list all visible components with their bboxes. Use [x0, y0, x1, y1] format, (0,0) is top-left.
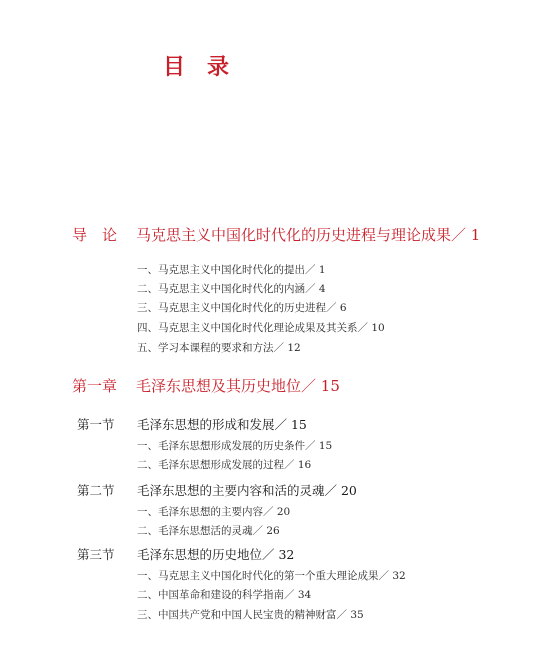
toc-section-1[interactable] [77, 415, 477, 433]
chapter-label: 第一章 [72, 377, 118, 395]
title-char-right: 录 [207, 54, 230, 80]
toc-item[interactable]: 五、学习本课程的要求和方法／ 12 [137, 342, 301, 354]
toc-item[interactable]: 一、毛泽东思想的主要内容／ 20 [137, 506, 291, 518]
chapter-label: 导 论 [72, 226, 118, 244]
chapter-title: 马克思主义中国化时代化的历史进程与理论成果／ 1 [136, 226, 481, 244]
section-label: 第一节 [77, 417, 115, 432]
toc-item[interactable]: 一、马克思主义中国化时代化的第一个重大理论成果／ 32 [137, 570, 406, 582]
toc-item[interactable]: 二、毛泽东思想活的灵魂／ 26 [137, 525, 280, 537]
section-label: 第三节 [77, 547, 115, 562]
toc-item[interactable]: 三、中国共产党和中国人民宝贵的精神财富／ 35 [137, 609, 364, 621]
toc-item[interactable]: 二、毛泽东思想形成发展的过程／ 16 [137, 459, 312, 471]
toc-chapter-1[interactable] [72, 375, 492, 395]
toc-item[interactable]: 二、马克思主义中国化时代化的内涵／ 4 [137, 283, 326, 295]
section-title: 毛泽东思想的形成和发展／ 15 [137, 417, 307, 432]
toc-section-2[interactable] [77, 481, 477, 499]
section-label: 第二节 [77, 483, 115, 498]
toc-item[interactable]: 一、毛泽东思想形成发展的历史条件／ 15 [137, 440, 333, 452]
section-title: 毛泽东思想的主要内容和活的灵魂／ 20 [137, 483, 357, 498]
page-title [163, 50, 229, 81]
toc-section-3[interactable] [77, 545, 477, 563]
toc-item[interactable]: 三、马克思主义中国化时代化的历史进程／ 6 [137, 302, 347, 314]
title-char-left: 目 [163, 54, 186, 80]
toc-item[interactable]: 二、中国革命和建设的科学指南／ 34 [137, 589, 312, 601]
toc-item[interactable]: 一、马克思主义中国化时代化的提出／ 1 [137, 264, 326, 276]
chapter-title: 毛泽东思想及其历史地位／ 15 [136, 377, 340, 395]
toc-chapter-intro[interactable] [72, 224, 492, 244]
section-title: 毛泽东思想的历史地位／ 32 [137, 547, 295, 562]
toc-item[interactable]: 四、马克思主义中国化时代化理论成果及其关系／ 10 [137, 322, 385, 334]
